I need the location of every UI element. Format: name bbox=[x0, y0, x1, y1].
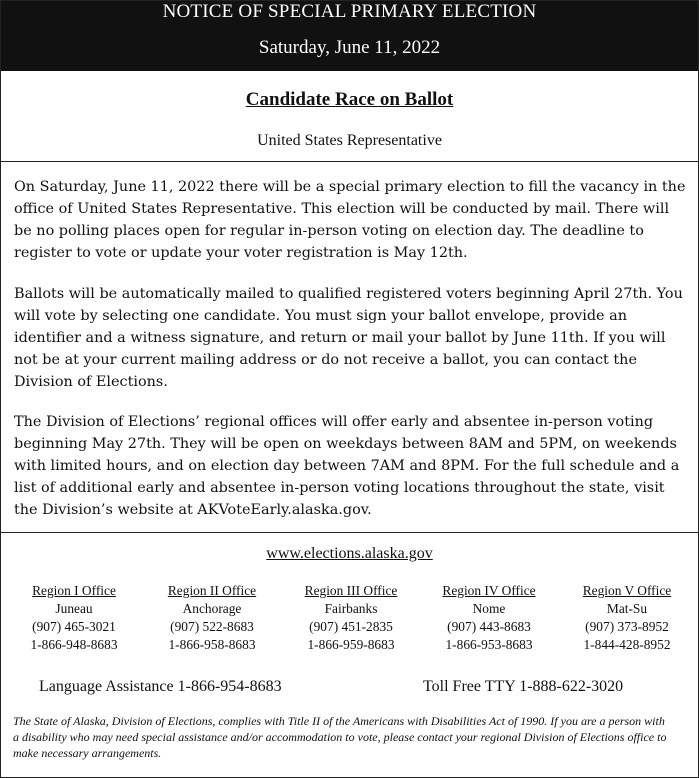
race-office: United States Representative bbox=[257, 132, 442, 149]
office-city: Anchorage bbox=[182, 601, 242, 616]
paragraph-early-voting: The Division of Elections’ regional offices will offer early and absentee in-person voting beginning May 27th. They will be open on weekdays between 8AM and 5PM, on weekends with limited hours, and on election day between 7AM and 8PM. For the full schedule and a list of additional early and absentee in-person voting locations throughout the state, visit the Division’s website at AKVoteEarly.alaska.gov. bbox=[14, 414, 680, 518]
notice-title: NOTICE OF SPECIAL PRIMARY ELECTION bbox=[162, 1, 537, 22]
office-name: Region III Office bbox=[304, 583, 398, 598]
office-city: Fairbanks bbox=[324, 601, 378, 616]
website-link[interactable]: www.elections.alaska.gov bbox=[266, 545, 433, 562]
language-assistance: Language Assistance 1-866-954-8683 bbox=[39, 678, 282, 695]
office-city: Mat-Su bbox=[606, 601, 648, 616]
office-city: Juneau bbox=[55, 601, 93, 616]
office-name: Region II Office bbox=[167, 583, 257, 598]
office-phone: (907) 522-8683 bbox=[170, 619, 254, 634]
office-tollfree: 1-866-958-8683 bbox=[168, 637, 256, 652]
office-region-4 bbox=[419, 582, 559, 654]
ada-notice: The State of Alaska, Division of Elections, complies with Title II of the Americans with Disabilities Act of 1990. If you are a person with a disability who may need special assistance and/or accommodation to vote, please contact your regional Division of Elections office to make necessary arrangements. bbox=[13, 714, 667, 760]
office-name: Region I Office bbox=[32, 583, 116, 598]
header-banner bbox=[1, 1, 698, 71]
office-phone: (907) 373-8952 bbox=[585, 619, 669, 634]
office-region-1 bbox=[4, 582, 144, 654]
office-city: Nome bbox=[472, 601, 506, 616]
office-tollfree: 1-866-959-8683 bbox=[307, 637, 395, 652]
office-region-2 bbox=[142, 582, 282, 654]
divider-bottom bbox=[1, 532, 698, 533]
regional-offices bbox=[1, 582, 698, 656]
paragraph-election-info: On Saturday, June 11, 2022 there will be a special primary election to fill the vacancy in the office of United States Representative. This election will be conducted by mail. There will be no polling places open for regular in-person voting on election day. The deadline to register to vote or update your voter registration is May 12th. bbox=[14, 179, 686, 261]
election-date: Saturday, June 11, 2022 bbox=[258, 37, 441, 58]
divider-top bbox=[1, 161, 698, 162]
tty-line: Toll Free TTY 1-888-622-3020 bbox=[423, 678, 624, 695]
paragraph-ballots: Ballots will be automatically mailed to qualified registered voters beginning April 27th. You will vote by selecting one candidate. You must sign your ballot envelope, provide an identifier and a witness signature, and return or mail your ballot by June 11th. If you will not be at your current mailing address or do not receive a ballot, you can contact the Division of Elections. bbox=[14, 286, 683, 390]
office-name: Region V Office bbox=[582, 583, 672, 598]
office-region-5 bbox=[557, 582, 697, 654]
office-phone: (907) 443-8683 bbox=[447, 619, 531, 634]
office-name: Region IV Office bbox=[442, 583, 536, 598]
race-heading: Candidate Race on Ballot bbox=[245, 89, 454, 110]
office-tollfree: 1-844-428-8952 bbox=[583, 637, 671, 652]
office-phone: (907) 451-2835 bbox=[309, 619, 393, 634]
office-region-3 bbox=[281, 582, 421, 654]
office-phone: (907) 465-3021 bbox=[32, 619, 116, 634]
office-tollfree: 1-866-948-8683 bbox=[30, 637, 118, 652]
office-tollfree: 1-866-953-8683 bbox=[445, 637, 533, 652]
